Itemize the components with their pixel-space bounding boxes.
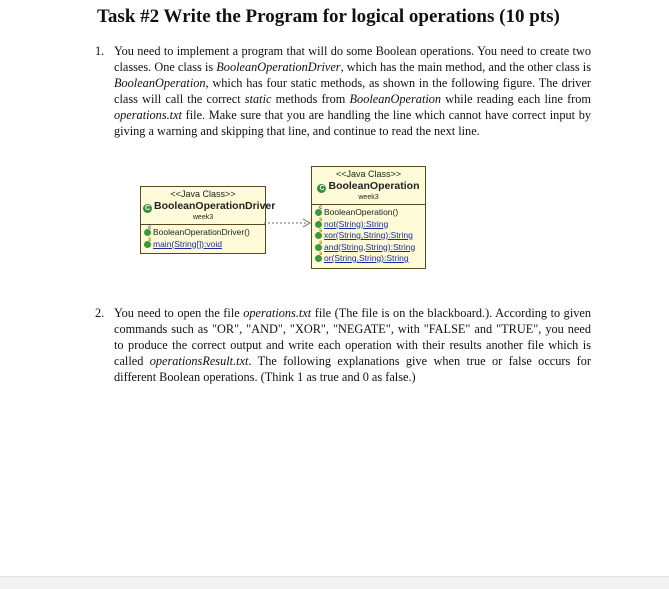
- static-method-icon: [315, 255, 322, 262]
- uml-class-operation: [311, 166, 426, 269]
- page-title: Task #2 Write the Program for logical operations (10 pts): [97, 6, 560, 27]
- item-number: 2.: [95, 306, 105, 320]
- item-text: You need to implement a program that will do some Boolean operations. You need to create two classes. One class is BooleanOperationDriver, which has the main method, and the other class is BooleanOperation, which has four static methods, as shown in the following figure. The driver class will call the correct static methods from BooleanOperation while reading each line from operations.txt file. Make sure that you are handling the line which cannot have correct input by giving a warning and skipping that line, and continue to read the next line.: [114, 44, 591, 138]
- class-icon: C: [319, 185, 325, 192]
- uml-class-driver: [140, 186, 276, 254]
- page-footer-strip: [0, 577, 669, 589]
- item-text: You need to open the file operations.txt file (The file is on the blackboard.). According to given commands such as "OR", "AND", "XOR", "NEGATE", with "FALSE" and "TRUE", you need to produce the correct output and write each operation with their results another file which is called operationsResult.txt. The following explanations give when true or false occurs for different Boolean operations. (Think 1 as true and 0 as false.): [114, 306, 591, 384]
- package-label: week3: [192, 214, 214, 221]
- method-xor: s xor(String,String):String: [315, 230, 422, 242]
- method-constructor: c BooleanOperationDriver(): [144, 227, 262, 239]
- package-label: week3: [358, 194, 379, 201]
- static-method-icon: [144, 241, 151, 248]
- class-name: BooleanOperation: [328, 180, 420, 192]
- item-number: 1.: [95, 44, 105, 58]
- stereotype-label: <<Java Class>>: [170, 189, 236, 199]
- method-main: s main(String[]):void: [144, 239, 262, 251]
- class-name: BooleanOperationDriver: [154, 200, 276, 212]
- stereotype-label: <<Java Class>>: [335, 169, 402, 179]
- class-icon: C: [144, 205, 151, 212]
- method-not: s not(String):String: [315, 219, 422, 231]
- method-and: s and(String,String):String: [315, 242, 422, 254]
- list-item-2: [95, 305, 591, 385]
- method-or: s or(String,String):String: [315, 253, 422, 265]
- dependency-arrow: [264, 218, 312, 228]
- method-constructor: c BooleanOperation(): [315, 207, 422, 219]
- list-item-1: [95, 43, 591, 139]
